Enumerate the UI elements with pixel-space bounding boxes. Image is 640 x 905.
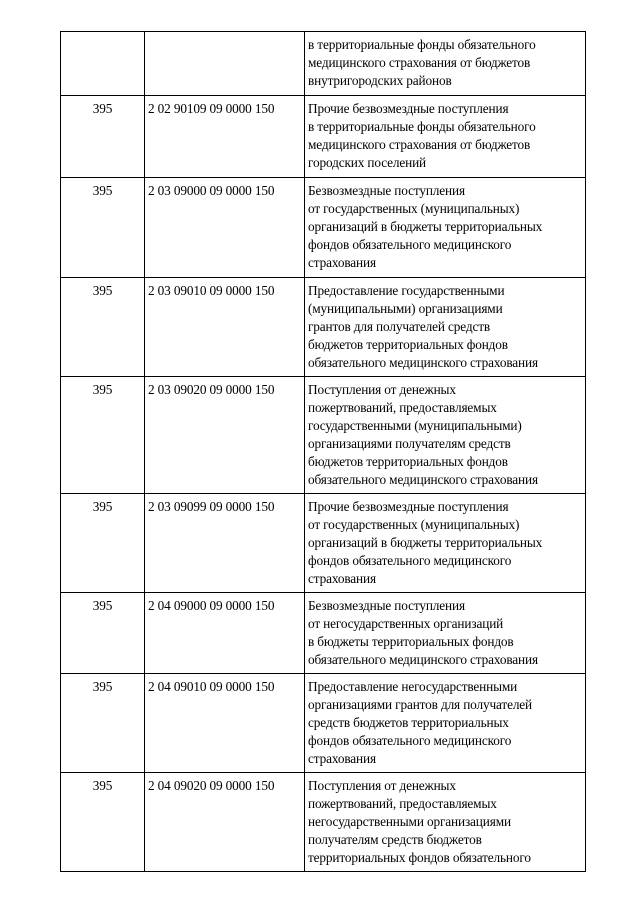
revenue-name-line: обязательного медицинского страхования <box>308 355 538 370</box>
budget-code-cell: 2 03 09020 09 0000 150 <box>145 377 305 494</box>
revenue-name-line: фондов обязательного медицинского <box>308 553 512 568</box>
table-row <box>61 32 586 96</box>
revenue-name-line: фондов обязательного медицинского <box>308 733 512 748</box>
table-row <box>61 674 586 773</box>
revenue-name-line: Безвозмездные поступления <box>308 183 465 198</box>
revenue-name-line: обязательного медицинского страхования <box>308 472 538 487</box>
revenue-name-line: Прочие безвозмездные поступления <box>308 101 509 116</box>
admin-code-cell: 395 <box>61 278 145 377</box>
revenue-name-line: Безвозмездные поступления <box>308 598 465 613</box>
revenue-name-cell <box>305 593 586 674</box>
revenue-name-line: страхования <box>308 255 376 270</box>
table-body <box>61 32 586 872</box>
revenue-name-cell <box>305 674 586 773</box>
revenue-name-cell <box>305 178 586 278</box>
revenue-name-line: городских поселений <box>308 155 426 170</box>
revenue-name-line: от государственных (муниципальных) <box>308 517 520 532</box>
revenue-name-line: в территориальные фонды обязательного <box>308 119 536 134</box>
table-row <box>61 593 586 674</box>
revenue-name-cell <box>305 96 586 178</box>
admin-code-cell: 395 <box>61 178 145 278</box>
revenue-name-line: страхования <box>308 571 376 586</box>
budget-code-cell: 2 04 09020 09 0000 150 <box>145 773 305 872</box>
budget-code-cell: 2 04 09000 09 0000 150 <box>145 593 305 674</box>
table-row <box>61 278 586 377</box>
revenue-name-line: Поступления от денежных <box>308 382 456 397</box>
revenue-name-line: Поступления от денежных <box>308 778 456 793</box>
revenue-name-line: фондов обязательного медицинского <box>308 237 512 252</box>
revenue-name-line: организациями получателям средств <box>308 436 511 451</box>
budget-code-cell: 2 04 09010 09 0000 150 <box>145 674 305 773</box>
revenue-name-line: (муниципальными) организациями <box>308 301 503 316</box>
budget-code-cell: 2 03 09010 09 0000 150 <box>145 278 305 377</box>
revenue-name-line: медицинского страхования от бюджетов <box>308 55 531 70</box>
revenue-name-line: Прочие безвозмездные поступления <box>308 499 509 514</box>
revenue-name-cell <box>305 377 586 494</box>
revenue-name-line: бюджетов территориальных фондов <box>308 337 508 352</box>
revenue-name-line: Предоставление государственными <box>308 283 505 298</box>
revenue-name-line: от негосударственных организаций <box>308 616 504 631</box>
admin-code-cell: 395 <box>61 96 145 178</box>
revenue-name-cell <box>305 494 586 593</box>
budget-code-cell <box>145 32 305 96</box>
revenue-name-line: грантов для получателей средств <box>308 319 491 334</box>
revenue-name-line: получателям средств бюджетов <box>308 832 482 847</box>
admin-code-cell <box>61 32 145 96</box>
admin-code-cell: 395 <box>61 674 145 773</box>
revenue-name-line: организаций в бюджеты территориальных <box>308 535 543 550</box>
revenue-name-line: внутригородских районов <box>308 73 452 88</box>
table-row <box>61 96 586 178</box>
revenue-name-line: средств бюджетов территориальных <box>308 715 509 730</box>
revenue-name-line: территориальных фондов обязательного <box>308 850 531 865</box>
revenue-name-line: бюджетов территориальных фондов <box>308 454 508 469</box>
revenue-name-line: негосударственными организациями <box>308 814 511 829</box>
revenue-name-line: обязательного медицинского страхования <box>308 652 538 667</box>
revenue-name-line: Предоставление негосударственными <box>308 679 518 694</box>
revenue-name-line: от государственных (муниципальных) <box>308 201 520 216</box>
revenue-name-line: пожертвований, предоставляемых <box>308 400 497 415</box>
admin-code-cell: 395 <box>61 377 145 494</box>
revenue-name-line: в бюджеты территориальных фондов <box>308 634 514 649</box>
revenue-name-cell <box>305 773 586 872</box>
budget-code-cell: 2 03 09099 09 0000 150 <box>145 494 305 593</box>
table-row <box>61 773 586 872</box>
budget-revenue-table <box>60 31 586 872</box>
table-row <box>61 494 586 593</box>
revenue-name-line: организаций в бюджеты территориальных <box>308 219 543 234</box>
admin-code-cell: 395 <box>61 494 145 593</box>
admin-code-cell: 395 <box>61 593 145 674</box>
admin-code-cell: 395 <box>61 773 145 872</box>
revenue-name-line: медицинского страхования от бюджетов <box>308 137 531 152</box>
revenue-name-line: государственными (муниципальными) <box>308 418 522 433</box>
revenue-name-line: организациями грантов для получателей <box>308 697 533 712</box>
table-row <box>61 377 586 494</box>
revenue-name-cell <box>305 32 586 96</box>
budget-code-cell: 2 02 90109 09 0000 150 <box>145 96 305 178</box>
revenue-name-cell <box>305 278 586 377</box>
revenue-name-line: в территориальные фонды обязательного <box>308 37 536 52</box>
revenue-name-line: пожертвований, предоставляемых <box>308 796 497 811</box>
budget-code-cell: 2 03 09000 09 0000 150 <box>145 178 305 278</box>
revenue-name-line: страхования <box>308 751 376 766</box>
table-row <box>61 178 586 278</box>
